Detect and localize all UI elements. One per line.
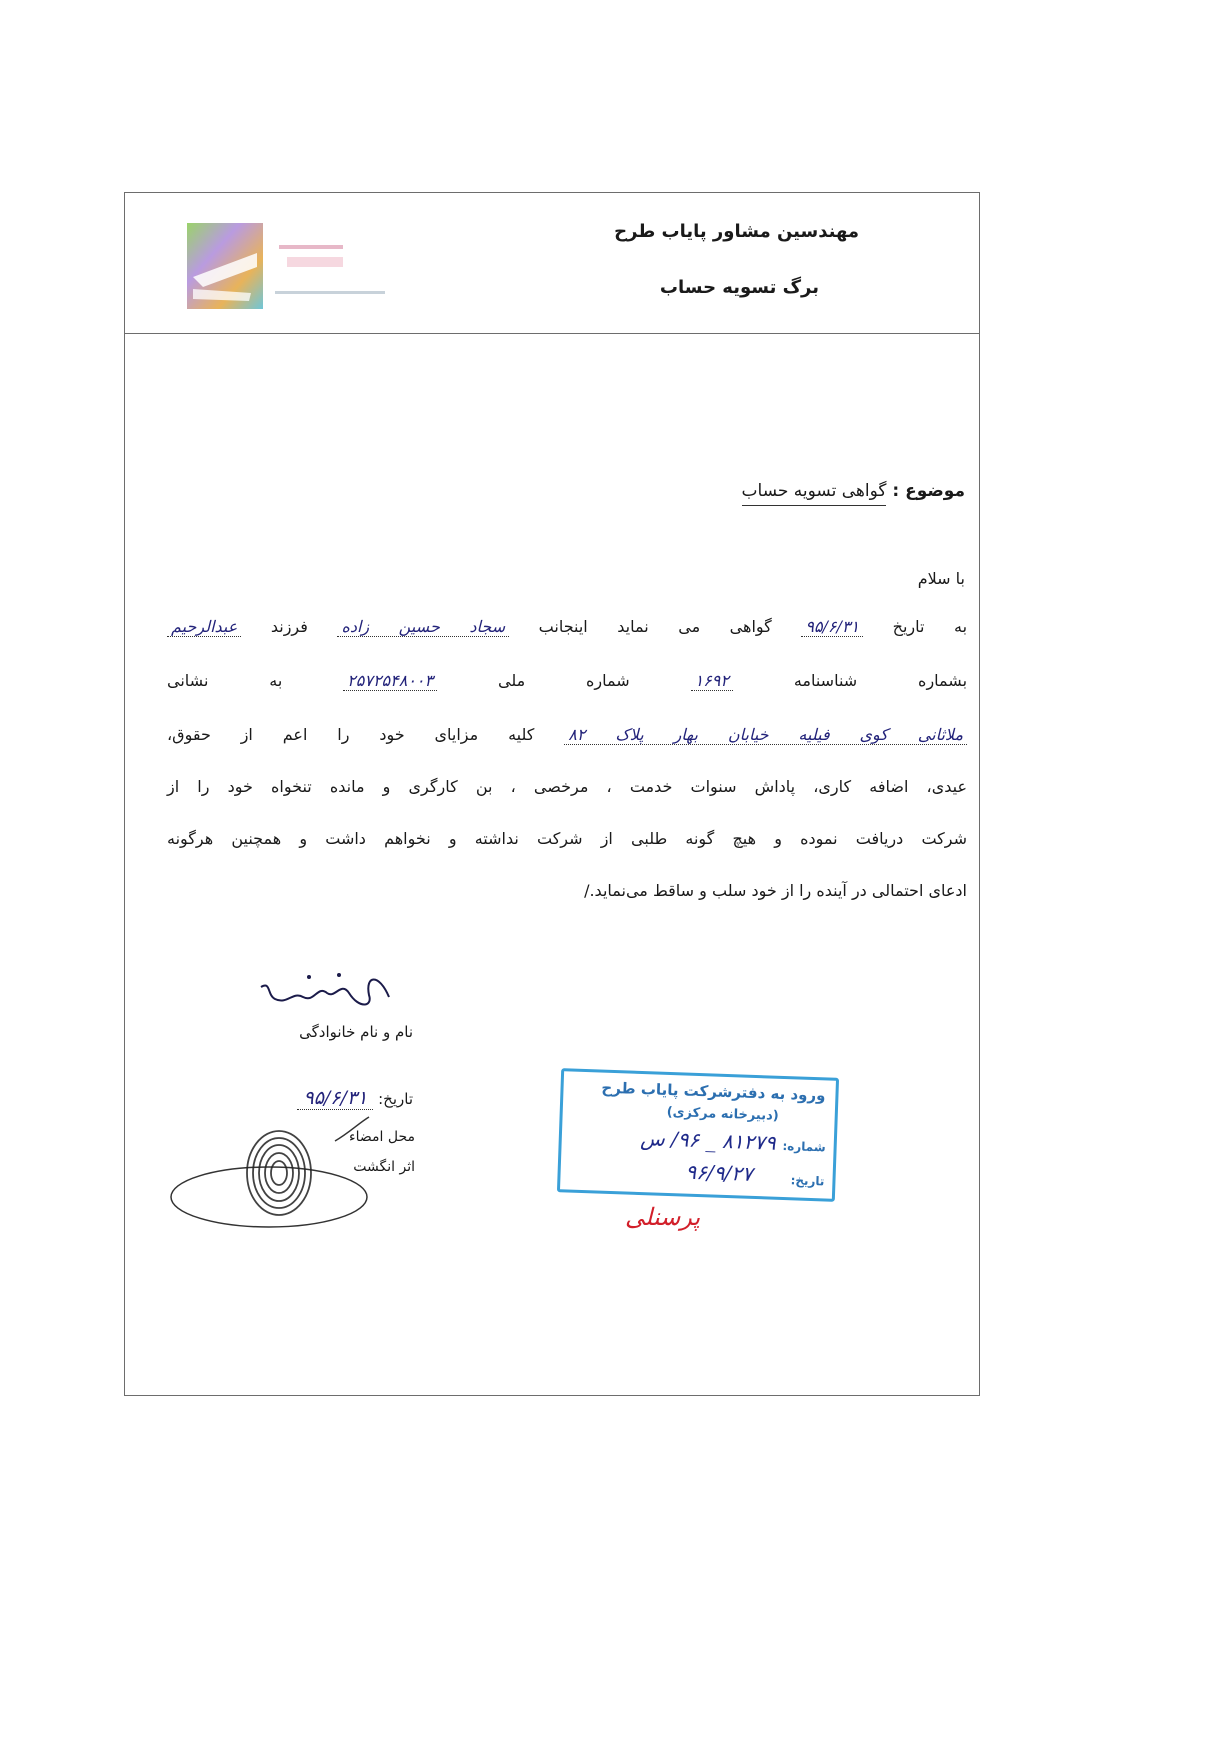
thumbprint-label: اثر انگشت (353, 1159, 415, 1175)
signature-block (189, 963, 419, 1253)
subject-value: گواهی تسویه حساب (742, 481, 887, 506)
subject-line (742, 481, 965, 501)
signature-date-row (297, 1087, 413, 1109)
stamp-title: ورود به دفترشرکت پایاب طرح (601, 1078, 826, 1105)
handwritten-national-number: ۲۵۷۲۵۴۸۰۰۳ (343, 671, 437, 691)
handwritten-father-name: عبدالرحیم (167, 617, 241, 637)
handwritten-id-number: ۱۶۹۲ (691, 671, 733, 691)
signature-date-label: تاریخ: (378, 1090, 413, 1108)
body-line-2 (167, 671, 967, 690)
stamp-subtitle: (دبیرخانه مرکزی) (666, 1104, 779, 1124)
form-title: برگ تسویه حساب (659, 277, 819, 298)
stamp-number-label: شماره: (782, 1138, 826, 1155)
stamp-number-value: ۸۱۲۷۹ _ ۹۶/ س (640, 1125, 777, 1155)
document-sheet (124, 192, 980, 1396)
greeting: با سلام (917, 569, 965, 588)
fingerprint-icon (159, 1113, 379, 1233)
red-handwritten-note: پرسنلی (625, 1203, 701, 1231)
body-line-4: عیدی، اضافه کاری، پاداش سنوات خدمت ، مرخصی ، بن کارگری و مانده تنخواه خود را از (167, 777, 967, 796)
benefits-text: کلیه مزایای خود را اعم از حقوق، (167, 725, 535, 744)
child-of-text: فرزند (270, 617, 308, 636)
company-name: مهندسین مشاور پایاب طرح (614, 221, 859, 242)
signature-date-value: ۹۵/۶/۳۱ (297, 1087, 373, 1110)
date-prefix: به تاریخ (892, 617, 968, 636)
handwritten-signature (189, 963, 419, 1019)
body-line-3 (167, 725, 967, 744)
document-header (125, 193, 979, 334)
id-no-text: بشماره شناسنامه (793, 671, 968, 690)
handwritten-name: سجاد حسین زاده (337, 617, 509, 637)
certifies-text: گواهی می نماید اینجانب (538, 617, 772, 636)
subject-label: موضوع : (892, 481, 965, 501)
body-line-6: ادعای احتمالی در آینده را از خود سلب و ساقط می‌نماید./ (584, 881, 967, 900)
signature-place-label: محل امضاء (349, 1129, 415, 1145)
address-text: به نشانی (167, 671, 283, 690)
body-line-5: شرکت دریافت نموده و هیچ گونه طلبی از شرکت نداشته و نخواهم داشت و همچنین هرگونه (167, 829, 967, 848)
company-logo (187, 223, 407, 309)
body-line-1 (167, 617, 967, 636)
office-entry-stamp (557, 1068, 839, 1202)
stamp-date-value: ۹۶/۹/۲۷ (685, 1159, 754, 1186)
stamp-date-label: تاریخ: (790, 1173, 825, 1189)
handwritten-address: ملاثانی کوی فیلیه خیابان بهار پلاک ۸۲ (564, 725, 967, 745)
handwritten-date: ۹۵/۶/۳۱ (801, 617, 863, 637)
national-no-text: شماره ملی (497, 671, 630, 690)
signature-caption: نام و نام خانوادگی (299, 1023, 413, 1041)
